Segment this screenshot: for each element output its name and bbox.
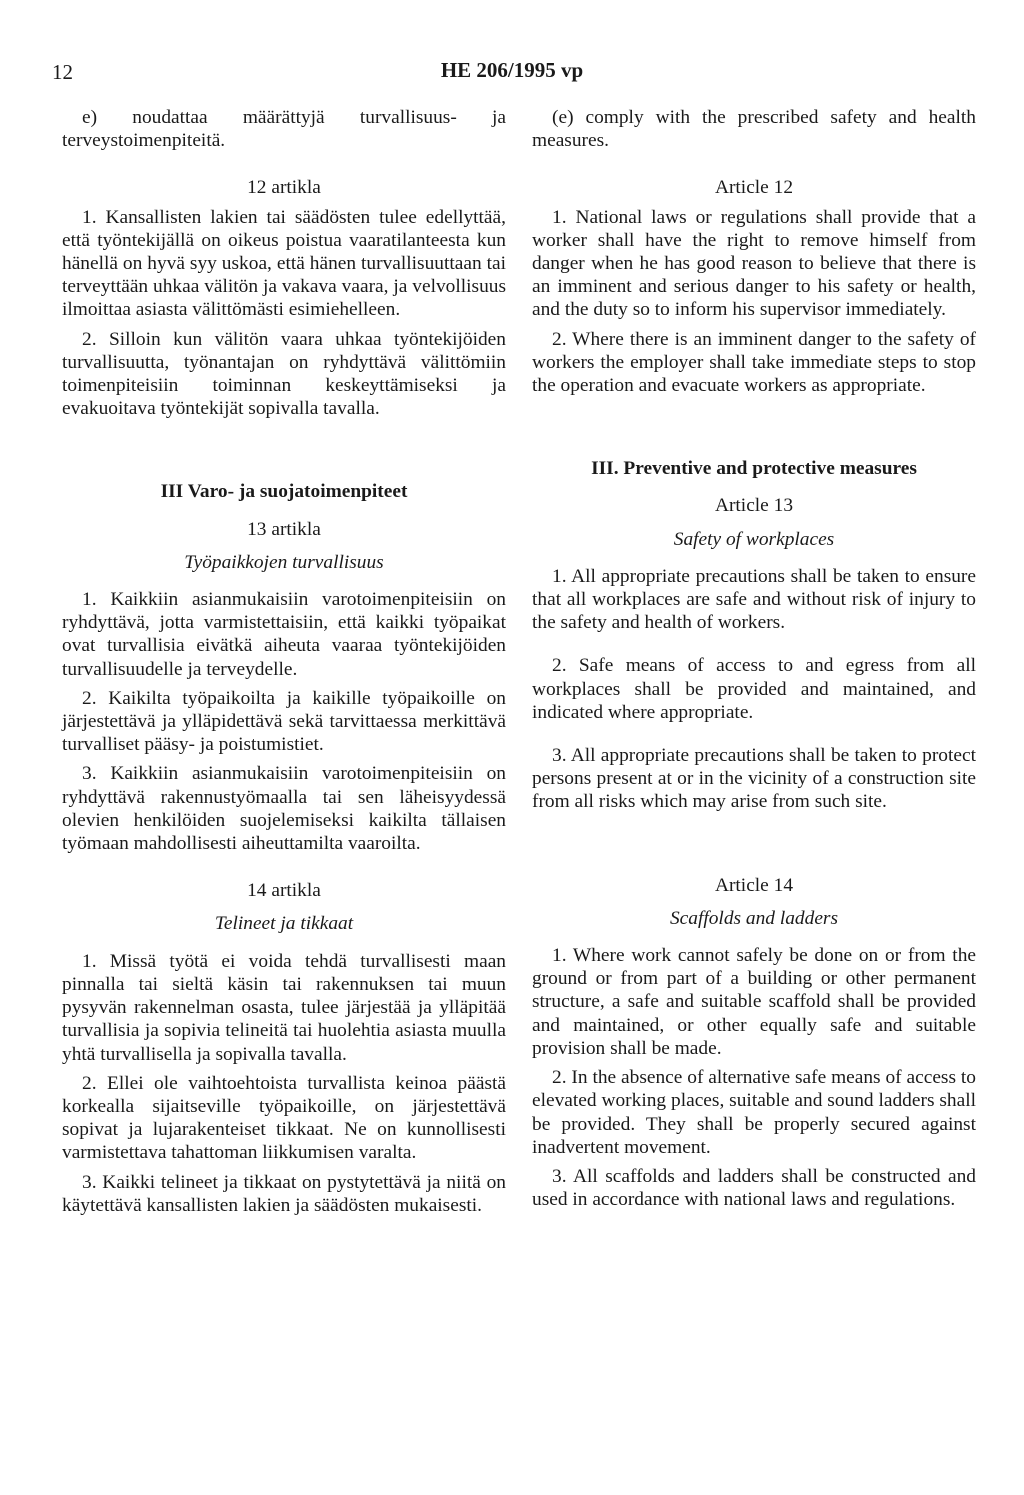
en-article-14-subtitle: Scaffolds and ladders (669, 907, 839, 929)
en-article-12-paragraph-2: 2. Where there is an imminent danger to the safety of workers the employer shall take immediate steps to stop the operation and evacuate workers as appropriate. (532, 328, 976, 397)
fi-section-3-title: III Varo- ja suojatoimenpiteet (160, 481, 408, 503)
fi-article-14-paragraph-2: 2. Ellei ole vaihtoehtoista turvallista keinoa päästä korkealla sijaitseville työpaikoille, on järjestettävä sopivat ja lujarakenteiset tikkaat. Ne on kunnollisesti varmistettava tahattoman liikkumisen varalta. (62, 1072, 506, 1164)
fi-article-12-title: 12 artikla (247, 177, 321, 199)
fi-intro-paragraph: e) noudattaa määrättyjä turvallisuus- ja terveystoimenpiteitä. (62, 107, 506, 152)
fi-article-13-paragraph-1: 1. Kaikkiin asianmukaisiin varotoimenpiteisiin on ryhdyttävä, jotta varmistettaisiin, että kaikki työpaikat ovat turvallisia eivätkä aiheuta vaaraa työntekijöiden turvallisuudelle ja terveydelle. (62, 589, 506, 680)
english-column (532, 106, 976, 1211)
en-article-14-title: Article 14 (714, 874, 794, 896)
en-article-13-subtitle: Safety of workplaces (673, 528, 835, 550)
en-article-13-paragraph-2: 2. Safe means of access to and egress from all workplaces shall be provided and maintained, and indicated where appropriate. (532, 655, 976, 723)
en-article-14-paragraph-1: 1. Where work cannot safely be done on or from the ground or from part of a building or other permanent structure, a safe and suitable scaffold shall be provided and maintained, or other equally safe and suitable provision shall be made. (532, 945, 976, 1059)
fi-article-12-paragraph-1: 1. Kansallisten lakien tai säädösten tulee edellyttää, että työntekijällä on oikeus poistua vaaratilanteesta kun hänellä on hyvä syy uskoa, että hänen turvallisuuttaan tai terveyttään uhkaa välitön ja vakava vaara, ja velvollisuus ilmoittaa asiasta välittömästi esimiehelleen. (62, 206, 506, 321)
fi-article-12-paragraph-2: 2. Silloin kun välitön vaara uhkaa työntekijöiden turvallisuutta, työnantajan on ryhdyttävä välittömiin toimenpiteisiin toiminnan keskeyttämiseksi ja evakuoitava työntekijät sopivalla tavalla. (62, 328, 506, 420)
en-intro-paragraph: (e) comply with the prescribed safety and health measures. (532, 107, 976, 152)
page-number: 12 (52, 60, 73, 84)
en-article-14-paragraph-3: 3. All scaffolds and ladders shall be constructed and used in accordance with national laws and regulations. (532, 1165, 976, 1211)
en-article-12-title: Article 12 (714, 177, 794, 199)
en-article-14-paragraph-2: 2. In the absence of alternative safe means of access to elevated working places, suitable and sound ladders shall be provided. They shall be properly secured against inadvertent movement. (532, 1067, 976, 1158)
en-article-13-paragraph-3: 3. All appropriate precautions shall be taken to protect persons present at or in the vicinity of a construction site from all risks which may arise from such site. (532, 745, 976, 813)
fi-article-13-paragraph-3: 3. Kaikkiin asianmukaisiin varotoimenpiteisiin on ryhdyttävä rakennustyömaalla tai sen läheisyydessä olevien henkilöiden suojelemiseksi kaikilta tällaisen työmaan mahdollisesti aiheuttamilta vaaroilta. (62, 763, 506, 855)
document-id: HE 206/1995 vp (440, 58, 584, 82)
finnish-column (62, 106, 506, 1217)
fi-article-14-paragraph-1: 1. Missä työtä ei voida tehdä turvallisesti maan pinnalla tai sieltä käsin tai rakennuksen tai muun pysyvän rakennelman osasta, tulee järjestää ja ylläpitää turvallisia ja sopivia telineitä tai huolehtia asiasta muulla yhtä turvallisella ja sopivalla tavalla. (62, 950, 506, 1065)
fi-article-13-paragraph-2: 2. Kaikilta työpaikoilta ja kaikille työpaikoille on järjestettävä ja ylläpidettävä sekä tarvittaessa merkittävä turvalliset pääsy- ja poistumistiet. (62, 687, 506, 756)
fi-article-14-subtitle: Telineet ja tikkaat (214, 913, 354, 935)
en-article-12-paragraph-1: 1. National laws or regulations shall provide that a worker shall have the right to remove himself from danger when he has good reason to believe that there is an imminent and serious danger to his safety or health, and the duty so to inform his supervisor immediately. (532, 206, 976, 321)
fi-article-13-subtitle: Työpaikkojen turvallisuus (184, 551, 384, 573)
fi-article-14-title: 14 artikla (247, 880, 321, 902)
fi-article-14-paragraph-3: 3. Kaikki telineet ja tikkaat on pystytettävä ja niitä on käytettävä kansallisten lakien ja säädösten mukaisesti. (62, 1171, 506, 1216)
en-article-13-paragraph-1: 1. All appropriate precautions shall be taken to ensure that all workplaces are safe and without risk of injury to the safety and health of workers. (532, 565, 976, 634)
en-article-13-title: Article 13 (714, 495, 794, 517)
fi-article-13-title: 13 artikla (247, 518, 321, 540)
en-section-3-title: III. Preventive and protective measures (591, 458, 917, 480)
